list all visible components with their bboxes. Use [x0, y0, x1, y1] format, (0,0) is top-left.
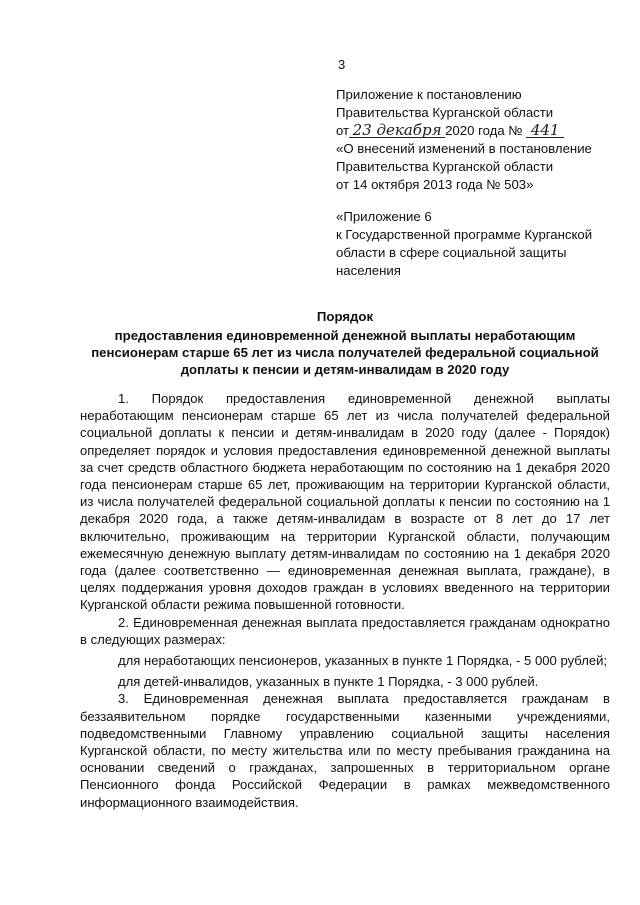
appendix-line-5: Правительства Курганской области — [336, 159, 554, 174]
program-appendix-line-3: области в сфере социальной защиты — [336, 245, 567, 260]
paragraph-2-item-1: для неработающих пенсионеров, указанных в пункте 1 Порядка, - 5 000 рублей; — [118, 653, 608, 669]
appendix-line-1: Приложение к постановлению — [336, 87, 522, 102]
paragraph-2-item-2: для детей-инвалидов, указанных в пункте 1 Порядка, - 3 000 рублей. — [118, 674, 539, 690]
paragraph-3: 3. Единовременная денежная выплата предоставляется гражданам в беззаявительном порядке государственными казенными учреждениями, подведомственными Главному управлению социальной защиты населения Курганской области, по месту жительства или по месту пребывания гражданина на основании сведений о гражданах, запрошенных в территориальном органе Пенсионного фонда Российской Федерации в рамках межведомственного информационного взаимодействия. — [80, 691, 610, 810]
title-main: Порядок — [316, 309, 374, 324]
from-prefix: от — [336, 123, 350, 138]
paragraph-1: 1. Порядок предоставления единовременной денежной выплаты неработающим пенсионерам старше 65 лет из числа получателей федеральной социальной доплаты к пенсии и детям-инвалидам в 2020 году (далее - Порядок) определяет порядок и условия предоставления единовременной денежной выплаты за счет средств областного бюджета неработающим по состоянию на 1 декабря 2020 года пенсионерам старше 65 лет, проживающим на территории Курганской области, из числа получателей федеральной социальной доплаты к пенсии по состоянию на 1 декабря 2020 года, а также детям-инвалидам в возрасте от 8 лет до 17 лет включительно, проживающим на территории Курганской области, получающим ежемесячную денежную выплату детям-инвалидам по состоянию на 1 декабря 2020 года (далее соответственно — единовременная денежная выплата, граждане), в целях поддержания уровня доходов граждан в условиях введенного на территории Курганской области режима повышенной готовности. — [80, 391, 610, 613]
appendix-date-line — [336, 122, 626, 140]
document-body — [80, 390, 610, 811]
document-title — [80, 308, 610, 378]
page-number: 3 — [338, 57, 346, 72]
program-appendix-line-1: «Приложение 6 — [336, 209, 432, 224]
handwritten-number: 441 — [526, 123, 564, 138]
paragraph-2: 2. Единовременная денежная выплата предоставляется гражданам однократно в следующих размерах: — [80, 614, 610, 647]
program-appendix-line-2: к Государственной программе Курганской — [336, 227, 593, 242]
title-subtitle: предоставления единовременной денежной выплаты неработающим пенсионерам старше 65 лет из числа получателей федеральной социальной доплаты к пенсии и детям-инвалидам в 2020 году — [91, 328, 599, 377]
appendix-line-4: «О внесений изменений в постановление — [336, 141, 592, 156]
program-appendix-line-4: населения — [336, 263, 401, 278]
appendix-header — [336, 86, 626, 280]
appendix-line-2: Правительства Курганской области — [336, 105, 554, 120]
handwritten-date: 23 декабря — [349, 123, 445, 138]
appendix-line-6: от 14 октября 2013 года № 503» — [336, 177, 534, 192]
year-suffix: 2020 года № — [445, 123, 523, 138]
